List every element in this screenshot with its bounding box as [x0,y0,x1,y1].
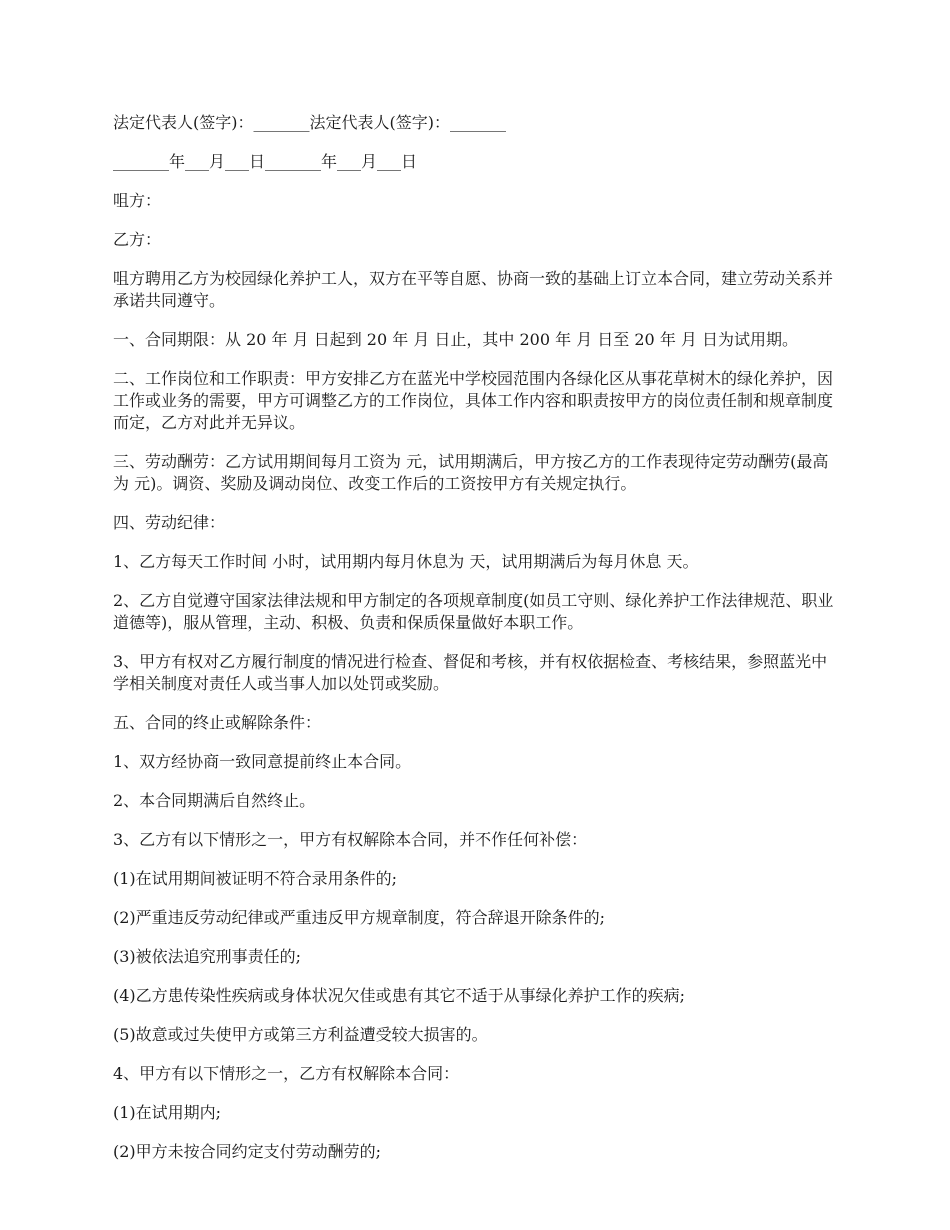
termination-item-4: 4、甲方有以下情形之一，乙方有权解除本合同： [113,1064,460,1083]
termination-item-2: 2、本合同期满后自然终止。 [113,791,316,810]
contract-preamble: 咀方聘用乙方为校园绿化养护工人，双方在平等自愿、协商一致的基础上订立本合同，建立劳动关系并承诺共同遵守。 [113,269,834,310]
discipline-item-1: 1、乙方每天工作时间 小时，试用期内每月休息为 天，试用期满后为每月休息 天。 [113,552,699,571]
discipline-item-3: 3、甲方有权对乙方履行制度的情况进行检查、督促和考核，并有权依据检查、考核结果，参照蓝光中学相关制度对责任人或当事人加以处罚或奖励。 [113,652,828,693]
clause-contract-term: 一、合同期限：从 20 年 月 日起到 20 年 月 日止，其中 200 年 月 日至 20 年 月 日为试用期。 [113,330,798,349]
party-b-label: 乙方： [113,230,162,249]
clause-remuneration: 三、劳动酬劳：乙方试用期间每月工资为 元，试用期满后，甲方按乙方的工作表现待定劳动酬劳(最高为 元)。调资、奖励及调动岗位、改变工作后的工资按甲方有关规定执行。 [113,452,829,493]
employee-termination-sub-1: (1)在试用期内; [113,1103,222,1122]
document-body [113,112,843,1180]
clause-job-duties: 二、工作岗位和工作职责：甲方安排乙方在蓝光中学校园范围内各绿化区从事花草树木的绿化养护，因工作或业务的需要，甲方可调整乙方的工作岗位，具体工作内容和职责按甲方的岗位责任制和规章制度而定，乙方对此并无异议。 [113,369,834,432]
clause-discipline-heading: 四、劳动纪律： [113,513,226,532]
employee-termination-sub-2: (2)甲方未按合同约定支付劳动酬劳的; [113,1142,382,1161]
termination-sub-5: (5)故意或过失使甲方或第三方利益遭受较大损害的。 [113,1025,488,1044]
date-line: _______年___月___日_______年___月___日 [113,152,418,171]
termination-sub-3: (3)被依法追究刑事责任的; [113,947,302,966]
clause-termination-heading: 五、合同的终止或解除条件： [113,713,322,732]
termination-sub-1: (1)在试用期间被证明不符合录用条件的; [113,869,398,888]
termination-item-3: 3、乙方有以下情形之一，甲方有权解除本合同，并不作任何补偿： [113,830,588,849]
termination-sub-4: (4)乙方患传染性疾病或身体状况欠佳或患有其它不适于从事绿化养护工作的疾病; [113,986,686,1005]
signature-line: 法定代表人(签字)：_______法定代表人(签字)：_______ [113,113,506,132]
party-a-label: 咀方： [113,191,162,210]
termination-item-1: 1、双方经协商一致同意提前终止本合同。 [113,752,412,771]
discipline-item-2: 2、乙方自觉遵守国家法律法规和甲方制定的各项规章制度(如员工守则、绿化养护工作法律规范、职业道德等)，服从管理，主动、积极、负责和保质保量做好本职工作。 [113,591,834,632]
termination-sub-2: (2)严重违反劳动纪律或严重违反甲方规章制度，符合辞退开除条件的; [113,908,606,927]
